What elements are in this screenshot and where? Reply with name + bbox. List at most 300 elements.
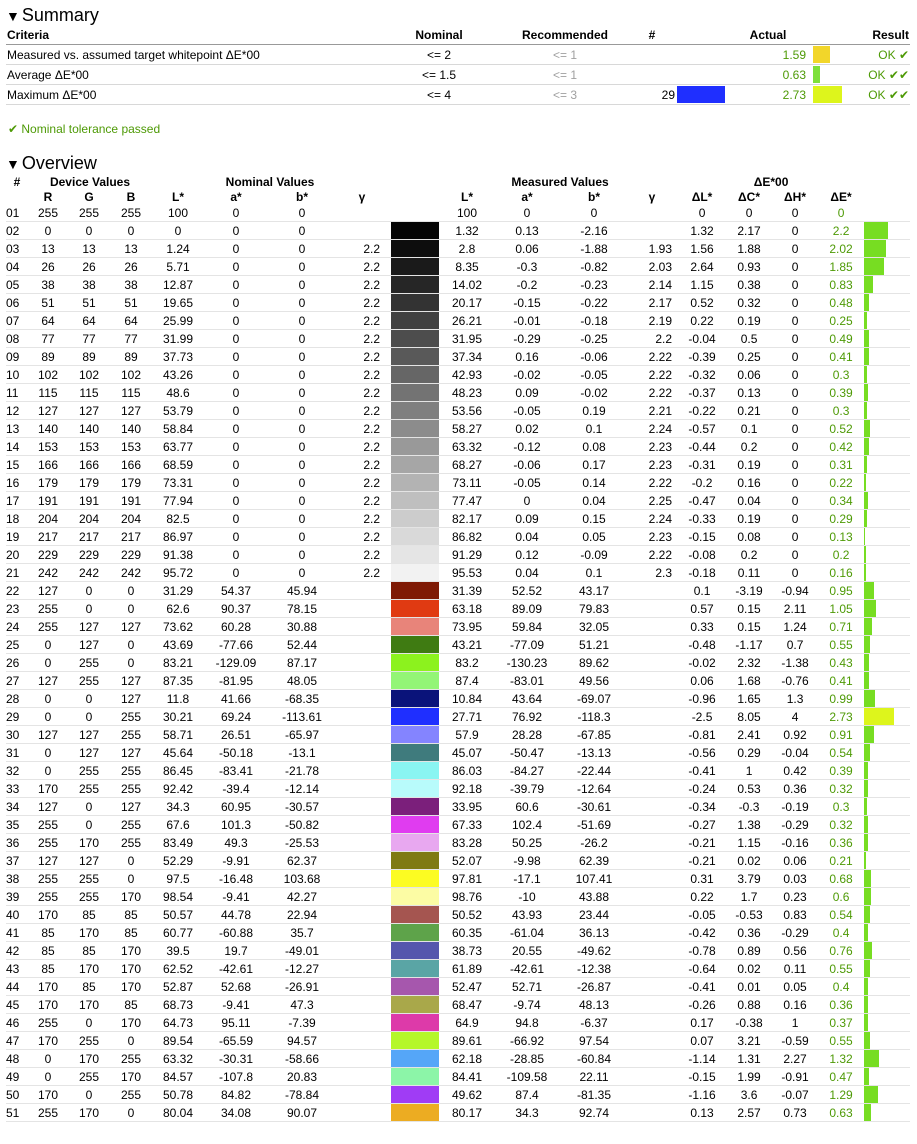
device-b: 170 <box>110 960 152 978</box>
device-b: 0 <box>110 852 152 870</box>
nominal-a: 60.95 <box>204 798 268 816</box>
nominal-l: 39.5 <box>152 942 204 960</box>
delta-h: 0.23 <box>772 888 818 906</box>
patch-num: 37 <box>6 852 28 870</box>
color-swatch <box>391 474 439 491</box>
delta-e-bar <box>864 330 869 347</box>
delta-e-bar <box>864 582 874 599</box>
delta-h: -0.29 <box>772 816 818 834</box>
measured-a: 89.09 <box>492 600 562 618</box>
actual-header: Actual <box>724 26 812 45</box>
delta-c: 0.89 <box>726 942 772 960</box>
delta-l: -0.22 <box>678 402 726 420</box>
delta-l: -0.24 <box>678 780 726 798</box>
swatch-cell <box>388 726 442 744</box>
delta-e-bar <box>864 942 872 959</box>
nominal-b: -50.82 <box>268 816 336 834</box>
table-row <box>6 528 910 546</box>
nominal-b: -7.39 <box>268 1014 336 1032</box>
nominal-b: 0 <box>268 276 336 294</box>
overview-title[interactable]: ▼ Overview <box>6 153 97 173</box>
nominal-a: 0 <box>204 384 268 402</box>
delta-c: 1.99 <box>726 1068 772 1086</box>
nominal-a: 26.51 <box>204 726 268 744</box>
measured-gamma <box>626 996 678 1014</box>
nominal-l: 64.73 <box>152 1014 204 1032</box>
delta-l: 2.64 <box>678 258 726 276</box>
delta-e: 0.55 <box>818 1032 864 1050</box>
device-b: 255 <box>110 1086 152 1104</box>
measured-a: 43.93 <box>492 906 562 924</box>
color-swatch <box>391 726 439 743</box>
delta-e-bar <box>864 762 868 779</box>
nominal-gamma: 2.2 <box>336 456 388 474</box>
delta-l: 0.07 <box>678 1032 726 1050</box>
delta-e-bar-cell <box>864 1068 910 1086</box>
color-swatch <box>391 816 439 833</box>
measured-b: -0.02 <box>562 384 626 402</box>
table-row <box>6 906 910 924</box>
table-row <box>6 1050 910 1068</box>
nominal-gamma <box>336 780 388 798</box>
delta-l: -0.21 <box>678 852 726 870</box>
delta-e-bar-cell <box>864 582 910 600</box>
patch-num: 24 <box>6 618 28 636</box>
table-row <box>6 654 910 672</box>
delta-c: 1.88 <box>726 240 772 258</box>
device-b: 166 <box>110 456 152 474</box>
patch-num: 22 <box>6 582 28 600</box>
nominal-b: 52.44 <box>268 636 336 654</box>
device-b: 255 <box>110 204 152 222</box>
delta-e-bar <box>864 1014 868 1031</box>
patch-num: 50 <box>6 1086 28 1104</box>
nominal-gamma <box>336 726 388 744</box>
measured-gamma <box>626 690 678 708</box>
delta-l: -1.14 <box>678 1050 726 1068</box>
nominal-a: 0 <box>204 564 268 582</box>
summary-swatch <box>676 65 724 85</box>
delta-e-bar <box>864 294 869 311</box>
measured-l: 84.41 <box>442 1068 492 1086</box>
device-g: 0 <box>68 798 110 816</box>
color-swatch <box>391 1086 439 1103</box>
measured-a: -0.01 <box>492 312 562 330</box>
device-g: 102 <box>68 366 110 384</box>
device-g: 166 <box>68 456 110 474</box>
delta-c: 8.05 <box>726 708 772 726</box>
measured-a: -28.85 <box>492 1050 562 1068</box>
delta-l: -0.57 <box>678 420 726 438</box>
measured-gamma: 2.03 <box>626 258 678 276</box>
nominal-b: 45.94 <box>268 582 336 600</box>
measured-gamma <box>626 1104 678 1122</box>
color-swatch <box>391 906 439 923</box>
nominal-a: 0 <box>204 546 268 564</box>
device-b: 0 <box>110 582 152 600</box>
delta-e: 0.32 <box>818 816 864 834</box>
summary-row <box>6 85 910 105</box>
color-swatch <box>391 780 439 797</box>
table-row <box>6 726 910 744</box>
delta-c: 0.11 <box>726 564 772 582</box>
delta-e-bar <box>864 834 868 851</box>
measured-a: -0.05 <box>492 402 562 420</box>
delta-e-bar-cell <box>864 420 910 438</box>
sub-header-ng: γ <box>358 189 366 204</box>
delta-l: 0.31 <box>678 870 726 888</box>
delta-e-bar <box>864 744 870 761</box>
nominal-l: 52.87 <box>152 978 204 996</box>
measured-gamma: 2.22 <box>626 348 678 366</box>
device-r: 170 <box>28 906 68 924</box>
delta-c: 0.15 <box>726 618 772 636</box>
delta-e-bar-cell <box>864 762 910 780</box>
device-r: 255 <box>28 1104 68 1122</box>
delta-h: 0.16 <box>772 996 818 1014</box>
measured-l: 73.95 <box>442 618 492 636</box>
device-r: 38 <box>28 276 68 294</box>
measured-gamma <box>626 978 678 996</box>
nominal-b: -58.66 <box>268 1050 336 1068</box>
measured-b: 0.05 <box>562 528 626 546</box>
measured-gamma: 1.93 <box>626 240 678 258</box>
nominal-a: 0 <box>204 438 268 456</box>
delta-h: 1.3 <box>772 690 818 708</box>
device-g: 0 <box>68 222 110 240</box>
collapse-triangle-icon[interactable]: ▼ <box>6 8 20 24</box>
summary-result: OK ✔✔ <box>842 85 910 105</box>
device-b: 89 <box>110 348 152 366</box>
measured-l: 63.18 <box>442 600 492 618</box>
delta-e: 0.3 <box>818 798 864 816</box>
device-b: 191 <box>110 492 152 510</box>
device-r: 51 <box>28 294 68 312</box>
delta-c: 2.57 <box>726 1104 772 1122</box>
nominal-a: 84.82 <box>204 1086 268 1104</box>
summary-title[interactable]: ▼ Summary <box>6 5 99 25</box>
measured-gamma: 2.23 <box>626 456 678 474</box>
table-row <box>6 942 910 960</box>
delta-e: 0.42 <box>818 438 864 456</box>
measured-gamma: 2.24 <box>626 510 678 528</box>
device-g: 0 <box>68 1014 110 1032</box>
delta-l: 0.13 <box>678 1104 726 1122</box>
measured-a: -42.61 <box>492 960 562 978</box>
patch-num: 29 <box>6 708 28 726</box>
patch-num: 38 <box>6 870 28 888</box>
measured-b: -0.18 <box>562 312 626 330</box>
measured-b: -60.84 <box>562 1050 626 1068</box>
nominal-b: 22.94 <box>268 906 336 924</box>
color-swatch <box>391 330 439 347</box>
delta-e-bar-cell <box>864 654 910 672</box>
nominal-a: -9.41 <box>204 996 268 1014</box>
measured-b: 0.1 <box>562 564 626 582</box>
device-r: 255 <box>28 1014 68 1032</box>
delta-c: 3.79 <box>726 870 772 888</box>
measured-a: -61.04 <box>492 924 562 942</box>
collapse-triangle-icon[interactable]: ▼ <box>6 156 20 172</box>
measured-gamma: 2.22 <box>626 546 678 564</box>
delta-c: 0.02 <box>726 852 772 870</box>
device-r: 204 <box>28 510 68 528</box>
device-r: 85 <box>28 924 68 942</box>
delta-l: -0.41 <box>678 762 726 780</box>
delta-e: 0.52 <box>818 420 864 438</box>
delta-c: 1 <box>726 762 772 780</box>
device-r: 0 <box>28 1050 68 1068</box>
measured-a: 0.12 <box>492 546 562 564</box>
measured-l: 31.95 <box>442 330 492 348</box>
device-g: 255 <box>68 780 110 798</box>
swatch-cell <box>388 744 442 762</box>
measured-b: -6.37 <box>562 1014 626 1032</box>
patch-num: 02 <box>6 222 28 240</box>
delta-l: 0.22 <box>678 312 726 330</box>
swatch-cell <box>388 996 442 1014</box>
swatch-cell <box>388 870 442 888</box>
delta-c: 1.38 <box>726 816 772 834</box>
table-row <box>6 294 910 312</box>
patch-num: 42 <box>6 942 28 960</box>
device-g: 89 <box>68 348 110 366</box>
delta-h: 0 <box>772 402 818 420</box>
delta-e-bar-cell <box>864 942 910 960</box>
measured-gamma <box>626 924 678 942</box>
delta-c: 1.68 <box>726 672 772 690</box>
delta-e: 0.54 <box>818 744 864 762</box>
color-swatch <box>391 600 439 617</box>
measured-a: -0.2 <box>492 276 562 294</box>
nominal-a: 0 <box>204 240 268 258</box>
nominal-a: 0 <box>204 510 268 528</box>
nominal-a: 44.78 <box>204 906 268 924</box>
measured-a: 52.71 <box>492 978 562 996</box>
delta-l: -0.47 <box>678 492 726 510</box>
measured-l: 33.95 <box>442 798 492 816</box>
measured-a: 52.52 <box>492 582 562 600</box>
table-row <box>6 960 910 978</box>
nominal-a: 0 <box>204 348 268 366</box>
delta-h: 0 <box>772 528 818 546</box>
device-r: 85 <box>28 942 68 960</box>
sub-header-dL: ΔL* <box>691 189 713 204</box>
nominal-gamma: 2.2 <box>336 240 388 258</box>
delta-c: 0.1 <box>726 420 772 438</box>
measured-gamma: 2.19 <box>626 312 678 330</box>
measured-l: 49.62 <box>442 1086 492 1104</box>
delta-l: -0.31 <box>678 456 726 474</box>
nominal-header: Nominal <box>376 26 502 45</box>
swatch-cell <box>388 798 442 816</box>
measured-a: 0.09 <box>492 510 562 528</box>
swatch-cell <box>388 1050 442 1068</box>
nominal-a: 0 <box>204 276 268 294</box>
delta-h: 0 <box>772 312 818 330</box>
nominal-l: 11.8 <box>152 690 204 708</box>
measured-gamma: 2.22 <box>626 366 678 384</box>
nominal-l: 68.73 <box>152 996 204 1014</box>
patch-num: 08 <box>6 330 28 348</box>
nominal-l: 52.29 <box>152 852 204 870</box>
delta-h: 0 <box>772 420 818 438</box>
delta-e: 0.3 <box>818 366 864 384</box>
device-r: 170 <box>28 780 68 798</box>
measured-l: 62.18 <box>442 1050 492 1068</box>
patch-num: 05 <box>6 276 28 294</box>
nominal-a: 0 <box>204 402 268 420</box>
delta-e: 0.34 <box>818 492 864 510</box>
patch-num: 28 <box>6 690 28 708</box>
measured-b: 23.44 <box>562 906 626 924</box>
measured-a: 43.64 <box>492 690 562 708</box>
delta-c: 0.29 <box>726 744 772 762</box>
delta-e-bar <box>864 852 866 869</box>
swatch-cell <box>388 1104 442 1122</box>
nominal-l: 91.38 <box>152 546 204 564</box>
nominal-gamma <box>336 1068 388 1086</box>
measured-a: 87.4 <box>492 1086 562 1104</box>
nominal-gamma: 2.2 <box>336 330 388 348</box>
device-r: 77 <box>28 330 68 348</box>
device-g: 204 <box>68 510 110 528</box>
delta-e: 0.68 <box>818 870 864 888</box>
device-r: 255 <box>28 600 68 618</box>
delta-e: 0.32 <box>818 780 864 798</box>
patch-num: 33 <box>6 780 28 798</box>
color-swatch <box>391 996 439 1013</box>
delta-e-bar-cell <box>864 996 910 1014</box>
measured-b: 49.56 <box>562 672 626 690</box>
device-b: 0 <box>110 1032 152 1050</box>
delta-h: 0 <box>772 438 818 456</box>
delta-c: 0.93 <box>726 258 772 276</box>
measured-l: 67.33 <box>442 816 492 834</box>
nominal-l: 25.99 <box>152 312 204 330</box>
measured-a: -17.1 <box>492 870 562 888</box>
delta-h: 0 <box>772 330 818 348</box>
summary-swatch <box>676 85 724 105</box>
nominal-b: 87.17 <box>268 654 336 672</box>
delta-e: 0.83 <box>818 276 864 294</box>
delta-e-bar-cell <box>864 708 910 726</box>
delta-c: 0.36 <box>726 924 772 942</box>
swatch-cell <box>388 690 442 708</box>
delta-e-bar <box>864 456 867 473</box>
swatch-cell <box>388 204 442 222</box>
measured-gamma: 2.23 <box>626 528 678 546</box>
patch-num: 49 <box>6 1068 28 1086</box>
color-swatch <box>391 852 439 869</box>
patch-num: 14 <box>6 438 28 456</box>
swatch-cell <box>388 618 442 636</box>
summary-nominal: <= 2 <box>376 45 502 65</box>
patch-num: 35 <box>6 816 28 834</box>
device-r: 255 <box>28 870 68 888</box>
table-row <box>6 1068 910 1086</box>
nominal-b: -65.97 <box>268 726 336 744</box>
delta-h: 1.24 <box>772 618 818 636</box>
swatch-cell <box>388 780 442 798</box>
color-swatch <box>391 762 439 779</box>
measured-a: -9.74 <box>492 996 562 1014</box>
color-swatch <box>391 672 439 689</box>
device-g: 0 <box>68 816 110 834</box>
device-g: 0 <box>68 600 110 618</box>
device-g: 170 <box>68 924 110 942</box>
measured-gamma: 2.23 <box>626 438 678 456</box>
nominal-b: 78.15 <box>268 600 336 618</box>
measured-a: 0 <box>492 204 562 222</box>
device-b: 0 <box>110 654 152 672</box>
delta-h: 0 <box>772 384 818 402</box>
color-swatch <box>391 384 439 401</box>
color-swatch <box>391 438 439 455</box>
delta-e: 2.73 <box>818 708 864 726</box>
measured-b: 43.17 <box>562 582 626 600</box>
nominal-gamma <box>336 654 388 672</box>
table-row <box>6 852 910 870</box>
nominal-a: -42.61 <box>204 960 268 978</box>
delta-e: 0.47 <box>818 1068 864 1086</box>
nominal-gamma: 2.2 <box>336 564 388 582</box>
delta-l: -0.32 <box>678 366 726 384</box>
measured-l: 14.02 <box>442 276 492 294</box>
nominal-l: 34.3 <box>152 798 204 816</box>
nominal-b: -12.27 <box>268 960 336 978</box>
device-r: 229 <box>28 546 68 564</box>
delta-l: 0.22 <box>678 888 726 906</box>
nominal-gamma <box>336 1086 388 1104</box>
device-g: 127 <box>68 402 110 420</box>
nominal-l: 83.21 <box>152 654 204 672</box>
nominal-b: 0 <box>268 420 336 438</box>
nominal-l: 82.5 <box>152 510 204 528</box>
nominal-b: 0 <box>268 348 336 366</box>
delta-h: 0.05 <box>772 978 818 996</box>
device-r: 170 <box>28 978 68 996</box>
delta-c: 0.88 <box>726 996 772 1014</box>
measured-l: 58.27 <box>442 420 492 438</box>
device-b: 85 <box>110 906 152 924</box>
measured-l: 77.47 <box>442 492 492 510</box>
swatch-cell <box>388 672 442 690</box>
measured-b: 51.21 <box>562 636 626 654</box>
swatch-cell <box>388 1086 442 1104</box>
measured-b: 32.05 <box>562 618 626 636</box>
nominal-l: 87.35 <box>152 672 204 690</box>
nominal-gamma <box>336 942 388 960</box>
patch-num: 51 <box>6 1104 28 1122</box>
result-header: Result <box>842 26 910 45</box>
delta-e-bar-cell <box>864 1014 910 1032</box>
delta-e-bar <box>864 492 868 509</box>
device-r: 217 <box>28 528 68 546</box>
delta-e-bar <box>864 726 874 743</box>
device-b: 204 <box>110 510 152 528</box>
device-b: 170 <box>110 1014 152 1032</box>
color-swatch <box>391 888 439 905</box>
measured-l: 68.27 <box>442 456 492 474</box>
delta-l: -0.34 <box>678 798 726 816</box>
delta-h: 0 <box>772 276 818 294</box>
device-b: 0 <box>110 222 152 240</box>
nominal-b: 0 <box>268 294 336 312</box>
summary-swatch <box>676 45 724 65</box>
table-row <box>6 438 910 456</box>
nominal-b: -68.35 <box>268 690 336 708</box>
